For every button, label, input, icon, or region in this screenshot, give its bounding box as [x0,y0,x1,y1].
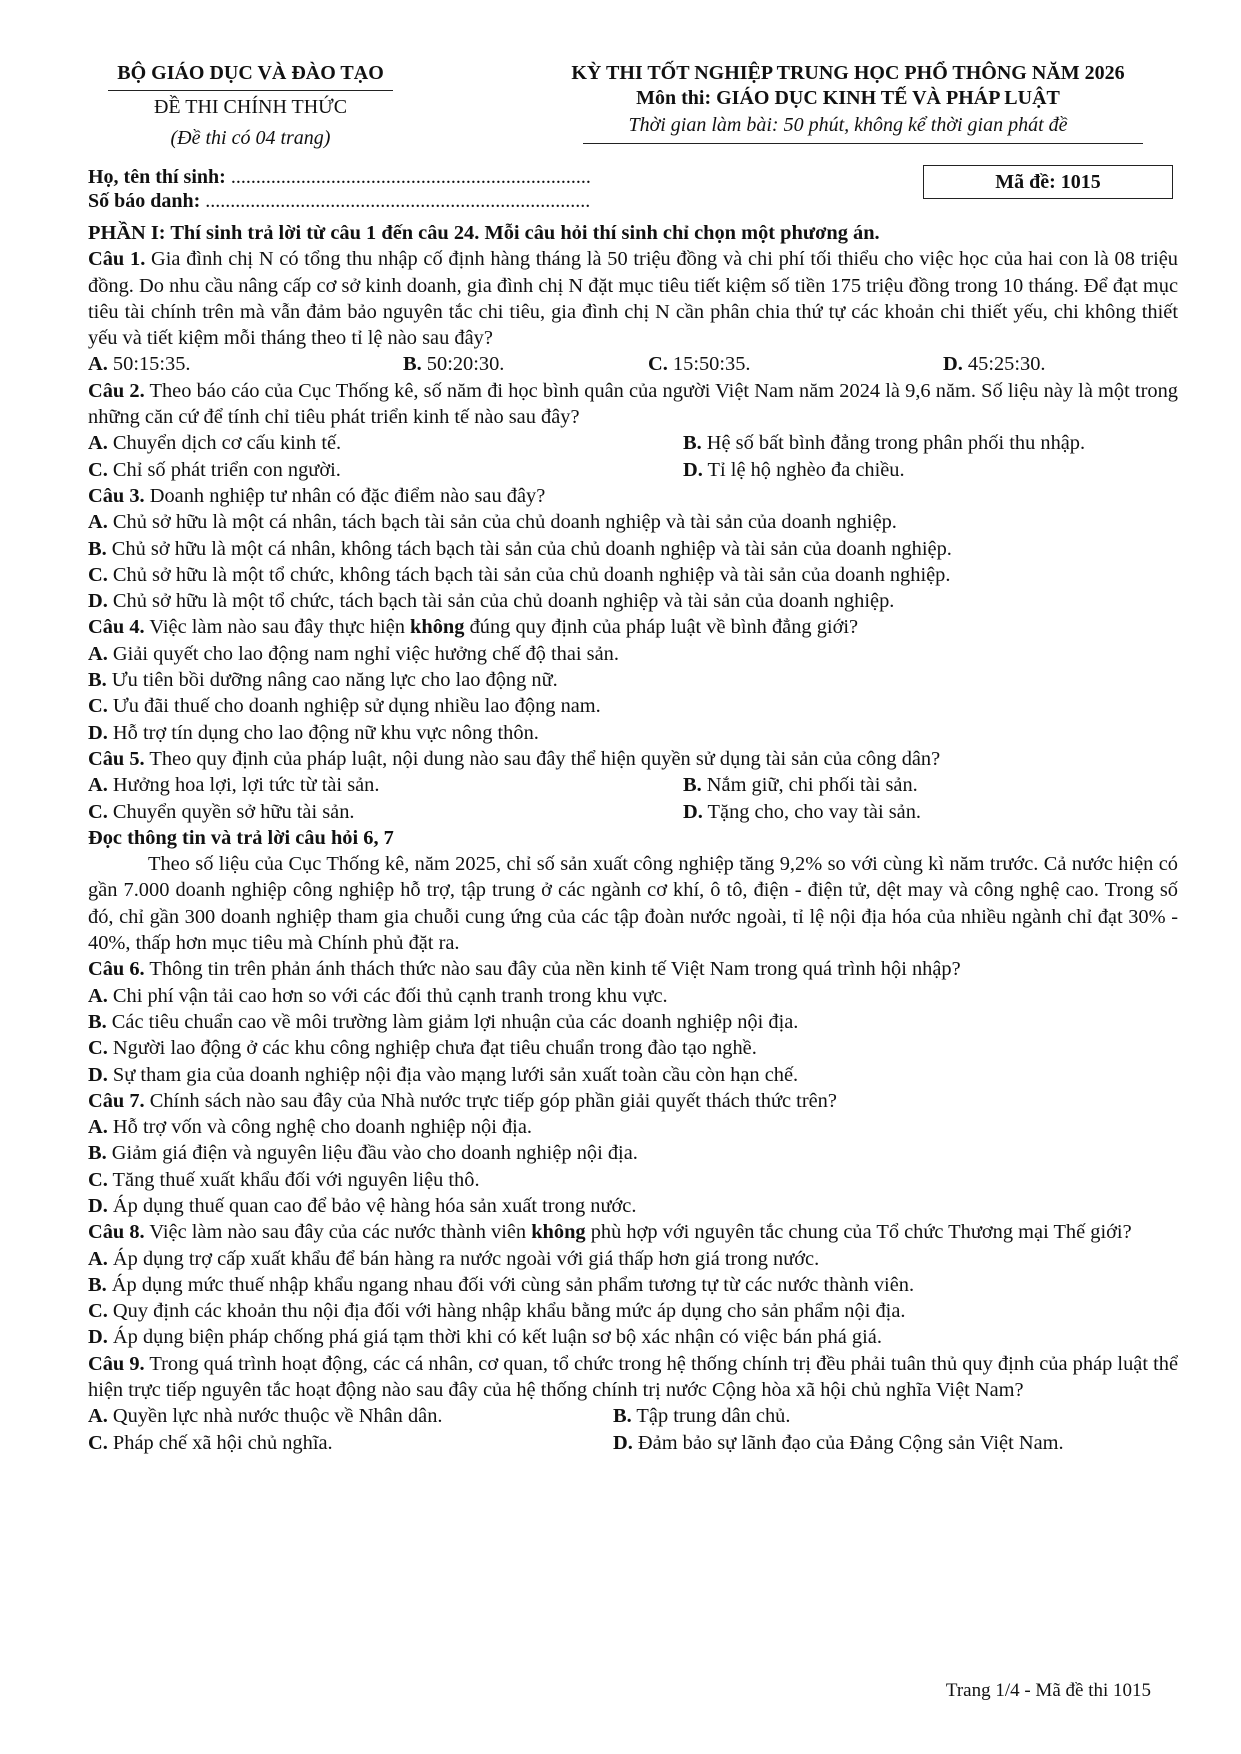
option-d[interactable]: D. 45:25:30. [943,353,1046,376]
option-b[interactable]: B. Hệ số bất bình đẳng trong phân phối thu nhập. [683,432,1086,455]
option-c[interactable]: C. Chuyển quyền sở hữu tài sản. [88,800,355,823]
option-d[interactable]: D. Đảm bảo sự lãnh đạo của Đảng Cộng sản Việt Nam. [613,1431,1064,1454]
option-a[interactable]: A. Quyền lực nhà nước thuộc về Nhân dân. [88,1405,443,1428]
option-d[interactable]: D. Tặng cho, cho vay tài sản. [683,800,922,823]
question-number: Câu 8. [88,1221,145,1244]
option-c[interactable]: C. Ưu đãi thuế cho doanh nghiệp sử dụng nhiều lao động nam. [88,695,601,718]
option-a[interactable]: A. Hỗ trợ vốn và công nghệ cho doanh nghiệp nội địa. [88,1116,532,1139]
page-footer: Trang 1/4 - Mã đề thi 1015 [945,1680,1151,1701]
question-text: Trong quá trình hoạt động, các cá nhân, cơ quan, tổ chức trong hệ thống chính trị đều phải tuân thủ quy định của pháp luật thể hiện trực tiếp nguyên tắc hoạt động nào sau đây của hệ thống chính trị nước Cộng hòa xã hội chủ nghĩa Việt Nam? [88,1352,1179,1402]
option-c[interactable]: C. Chỉ số phát triển con người. [88,458,341,481]
option-b[interactable]: B. Giảm giá điện và nguyên liệu đầu vào cho doanh nghiệp nội địa. [88,1142,638,1165]
emphasis-not: không [410,616,465,639]
option-b[interactable]: B. Chủ sở hữu là một cá nhân, không tách bạch tài sản của chủ doanh nghiệp và tài sản của doanh nghiệp. [88,537,952,560]
candidate-name-row [88,166,591,189]
question-1-options [88,351,1178,377]
option-b[interactable]: B. Tập trung dân chủ. [613,1405,791,1428]
option-a[interactable]: A. Hưởng hoa lợi, lợi tức từ tài sản. [88,774,380,797]
option-a[interactable]: A. 50:15:35. [88,353,191,376]
question-text: Thông tin trên phản ánh thách thức nào sau đây của nền kinh tế Việt Nam trong quá trình hội nhập? [144,958,961,981]
exam-time: Thời gian làm bài: 50 phút, không kể thời gian phát đề [628,114,1068,136]
exam-subject: Môn thi: GIÁO DỤC KINH TẾ VÀ PHÁP LUẬT [636,87,1060,109]
question-2 [88,378,1178,431]
option-c[interactable]: C. Pháp chế xã hội chủ nghĩa. [88,1431,333,1454]
exam-code-box: Mã đề: 1015 [923,165,1173,199]
question-4: Câu 4. Việc làm nào sau đây thực hiện không đúng quy định của pháp luật về bình đẳng giới? [88,616,859,639]
option-a[interactable]: A. Chủ sở hữu là một cá nhân, tách bạch tài sản của chủ doanh nghiệp và tài sản của doanh nghiệp. [88,511,897,534]
exam-header [88,52,1178,170]
option-c[interactable]: C. Quy định các khoản thu nội địa đối với hàng nhập khẩu bằng mức áp dụng cho sản phẩm nội địa. [88,1300,906,1323]
question-1 [88,246,1178,351]
option-b[interactable]: B. Ưu tiên bồi dưỡng nâng cao năng lực cho lao động nữ. [88,669,558,692]
option-a[interactable]: A. Chi phí vận tải cao hơn so với các đối thủ cạnh tranh trong khu vực. [88,984,668,1007]
ministry-underline [108,90,393,91]
option-c[interactable]: C. 15:50:35. [648,353,751,376]
option-b[interactable]: B. Nắm giữ, chi phối tài sản. [683,774,918,797]
reading-passage: Theo số liệu của Cục Thống kê, năm 2025, chỉ số sản xuất công nghiệp tăng 9,2% so với cùng kì năm trước. Cả nước hiện có gần 7.000 doanh nghiệp công nghiệp hỗ trợ, tập trung ở các ngành cơ khí, ô tô, điện - điện tử, dệt may và công nghệ cao. Trong số đó, chỉ gần 300 doanh nghiệp tham gia chuỗi cung ứng của các tập đoàn nước ngoài, tỉ lệ nội địa hóa của nhiều ngành chỉ đạt 30% - 40%, thấp hơn mục tiêu mà Chính phủ đặt ra. [88,853,1178,955]
candidate-id-label: Số báo danh: [88,190,206,212]
question-number: Câu 9. [88,1352,145,1375]
time-underline [583,143,1143,144]
candidate-name-field[interactable]: ........................................................................ [230,166,591,188]
question-7 [88,1088,1178,1114]
option-d[interactable]: D. Áp dụng biện pháp chống phá giá tạm thời khi có kết luận sơ bộ xác nhận có việc bán phá giá. [88,1326,882,1349]
part1-instruction: PHẦN I: Thí sinh trả lời từ câu 1 đến câu 24. Mỗi câu hỏi thí sinh chỉ chọn một phương án. [88,222,880,244]
option-c[interactable]: C. Người lao động ở các khu công nghiệp chưa đạt tiêu chuẩn trong đào tạo nghề. [88,1037,757,1060]
question-9 [88,1351,1178,1404]
candidate-info [88,166,1178,220]
question-8: Câu 8. Việc làm nào sau đây của các nước thành viên không phù hợp với nguyên tắc chung của Tổ chức Thương mại Thế giới? [88,1221,1132,1244]
option-b[interactable]: B. Áp dụng mức thuế nhập khẩu ngang nhau đối với cùng sản phẩm tương tự từ các nước thành viên. [88,1273,915,1296]
question-number: Câu 3. [88,484,145,507]
option-d[interactable]: D. Hỗ trợ tín dụng cho lao động nữ khu vực nông thôn. [88,721,539,744]
question-number: Câu 2. [88,379,145,402]
reading-title: Đọc thông tin và trả lời câu hỏi 6, 7 [88,826,394,849]
exam-title: KỲ THI TỐT NGHIỆP TRUNG HỌC PHỔ THÔNG NĂM 2026 [571,62,1125,84]
candidate-id-row [88,190,590,213]
candidate-name-label: Họ, tên thí sinh: [88,166,231,188]
question-number: Câu 6. [88,958,145,981]
question-2-options [88,430,1178,483]
option-b[interactable]: B. Các tiêu chuẩn cao về môi trường làm giảm lợi nhuận của các doanh nghiệp nội địa. [88,1010,799,1033]
option-d[interactable]: D. Sự tham gia của doanh nghiệp nội địa vào mạng lưới sản xuất toàn cầu còn hạn chế. [88,1063,799,1086]
option-a[interactable]: A. Chuyển dịch cơ cấu kinh tế. [88,432,342,455]
question-9-options [88,1403,1178,1456]
question-text: Theo báo cáo của Cục Thống kê, số năm đi học bình quân của người Việt Nam năm 2024 là 9,6 năm. Số liệu này là một trong những căn cứ để tính chỉ tiêu phát triển kinh tế nào sau đây? [88,379,1178,429]
option-c[interactable]: C. Chủ sở hữu là một tổ chức, không tách bạch tài sản của chủ doanh nghiệp và tài sản của doanh nghiệp. [88,563,951,586]
question-number: Câu 5. [88,747,145,770]
emphasis-not: không [531,1221,586,1244]
question-5 [88,746,1178,772]
option-b[interactable]: B. 50:20:30. [403,353,505,376]
question-6 [88,956,1178,982]
ministry-name: BỘ GIÁO DỤC VÀ ĐÀO TẠO [117,62,384,84]
question-5-options [88,772,1178,825]
option-d[interactable]: D. Tỉ lệ hộ nghèo đa chiều. [683,458,905,481]
question-number: Câu 4. [88,616,145,639]
question-text: Chính sách nào sau đây của Nhà nước trực tiếp góp phần giải quyết thách thức trên? [144,1089,837,1112]
page-count-note: (Đề thi có 04 trang) [170,127,331,149]
candidate-id-field[interactable]: ............................................................................. [205,190,591,212]
option-d[interactable]: D. Áp dụng thuế quan cao để bảo vệ hàng hóa sản xuất trong nước. [88,1194,637,1217]
option-c[interactable]: C. Tăng thuế xuất khẩu đối với nguyên liệu thô. [88,1168,480,1191]
option-a[interactable]: A. Giải quyết cho lao động nam nghỉ việc hưởng chế độ thai sản. [88,642,619,665]
question-text: Theo quy định của pháp luật, nội dung nào sau đây thể hiện quyền sử dụng tài sản của công dân? [144,747,941,770]
question-text: Gia đình chị N có tổng thu nhập cố định hàng tháng là 50 triệu đồng và chi phí tối thiểu cho việc học của hai con là 08 triệu đồng. Do nhu cầu nâng cấp cơ sở kinh doanh, gia đình chị N đặt mục tiêu tiết kiệm số tiền 175 triệu đồng trong 10 tháng. Để đạt mục tiêu tài chính trên mà vẫn đảm bảo nguyên tắc chi tiêu, gia đình chị N cần phân chia thứ tự các khoản chi thiết yếu, chi không thiết yếu và tiết kiệm mỗi tháng theo tỉ lệ nào sau đây? [88,248,1179,350]
exam-body [88,220,1178,1456]
official-label: ĐỀ THI CHÍNH THỨC [153,96,348,118]
exam-page [88,52,1178,1456]
question-text: Doanh nghiệp tư nhân có đặc điểm nào sau đây? [144,484,546,507]
option-d[interactable]: D. Chủ sở hữu là một tổ chức, tách bạch tài sản của chủ doanh nghiệp và tài sản của doanh nghiệp. [88,590,895,613]
option-a[interactable]: A. Áp dụng trợ cấp xuất khẩu để bán hàng ra nước ngoài với giá thấp hơn giá trong nước. [88,1247,820,1270]
question-number: Câu 7. [88,1089,145,1112]
question-number: Câu 1. [88,248,146,271]
question-3 [88,483,1178,509]
